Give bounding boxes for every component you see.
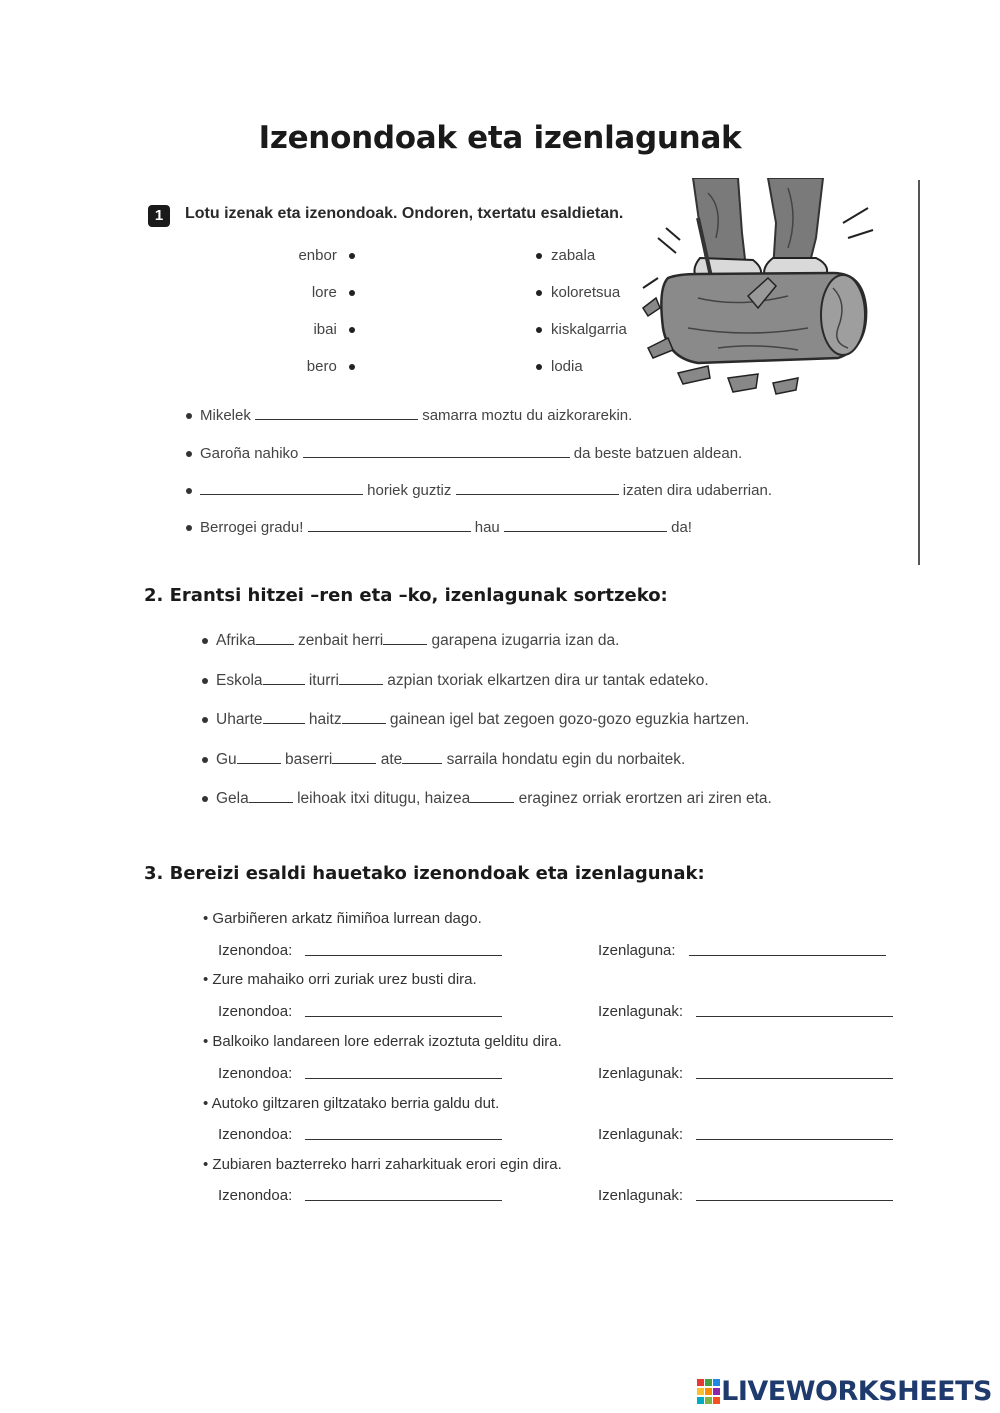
noun-complement-label: Izenlagunak:: [598, 1187, 684, 1204]
adjective-answer-line[interactable]: [305, 1077, 502, 1079]
answer-blank[interactable]: [200, 493, 363, 495]
exercise-2-sentence: [202, 672, 709, 690]
exercise-3-sentence: • Zure mahaiko orri zuriak urez busti dira.: [203, 971, 477, 988]
sentence-text: samarra moztu du aizkorarekin.: [422, 407, 633, 424]
match-word: lodia: [551, 358, 583, 375]
adjective-label: Izenondoa:: [218, 1003, 293, 1020]
match-left-item: [235, 321, 355, 338]
log-chopping-illustration: [638, 178, 878, 408]
match-word: bero: [306, 358, 337, 375]
exercise-3-title: 3. Bereizi esaldi hauetako izenondoak eta izenlagunak:: [144, 863, 705, 884]
adjective-label: Izenondoa:: [218, 942, 293, 959]
exercise-2-sentence: [202, 711, 749, 729]
page-edge-line: [918, 180, 920, 565]
adjective-answer-line[interactable]: [305, 1138, 502, 1140]
suffix-blank[interactable]: [339, 683, 383, 685]
sentence-text: leihoak itxi ditugu, haizea: [297, 790, 471, 807]
answer-blank[interactable]: [456, 493, 619, 495]
noun-complement-answer-line[interactable]: [689, 954, 886, 956]
match-dot[interactable]: [349, 290, 355, 296]
suffix-blank[interactable]: [342, 722, 386, 724]
exercise-2-title: 2. Erantsi hitzei –ren eta –ko, izenlagunak sortzeko:: [144, 585, 668, 606]
exercise-2-sentence: [202, 632, 619, 650]
match-right-item: [536, 247, 595, 264]
adjective-label: Izenondoa:: [218, 1126, 293, 1143]
exercise-3-sentence: • Zubiaren bazterreko harri zaharkituak erori egin dira.: [203, 1156, 562, 1173]
suffix-blank[interactable]: [383, 643, 427, 645]
exercise-1-sentence: [186, 407, 632, 424]
sentence-text: hau: [474, 519, 500, 536]
sentence-text: haitz: [308, 711, 342, 728]
noun-complement-label: Izenlagunak:: [598, 1065, 684, 1082]
answer-blank[interactable]: [303, 456, 570, 458]
match-word: kiskalgarria: [551, 321, 627, 338]
match-dot[interactable]: [349, 253, 355, 259]
exercise-1-sentence: [186, 445, 742, 462]
sentence-text: Gela: [216, 790, 249, 807]
match-right-item: [536, 358, 583, 375]
page-title: Izenondoak eta izenlagunak: [258, 120, 742, 156]
answer-blank[interactable]: [308, 530, 471, 532]
adjective-answer-line[interactable]: [305, 1015, 502, 1017]
noun-complement-answer-line[interactable]: [696, 1077, 893, 1079]
sentence-text: gainean igel bat zegoen gozo-gozo eguzkia hartzen.: [389, 711, 750, 728]
match-left-item: [235, 247, 355, 264]
exercise-number-badge: 1: [148, 205, 170, 227]
suffix-blank[interactable]: [249, 801, 293, 803]
exercise-1-sentence: [186, 519, 692, 536]
noun-complement-answer-line[interactable]: [696, 1199, 893, 1201]
liveworksheets-logo-icon: [697, 1379, 721, 1405]
suffix-blank[interactable]: [263, 722, 305, 724]
noun-complement-answer-line[interactable]: [696, 1138, 893, 1140]
sentence-text: Uharte: [216, 711, 263, 728]
exercise-2-sentence: [202, 751, 685, 769]
exercise-3-sentence: • Autoko giltzaren giltzatako berria galdu dut.: [203, 1095, 500, 1112]
suffix-blank[interactable]: [470, 801, 514, 803]
exercise-1-instruction: Lotu izenak eta izenondoak. Ondoren, txertatu esaldietan.: [185, 205, 624, 222]
suffix-blank[interactable]: [256, 643, 294, 645]
bullet-icon: [186, 413, 192, 419]
bullet-icon: [202, 678, 208, 684]
sentence-text: da!: [671, 519, 692, 536]
adjective-label: Izenondoa:: [218, 1065, 293, 1082]
exercise-3-sentence: • Balkoiko landareen lore ederrak izoztuta gelditu dira.: [203, 1033, 562, 1050]
adjective-answer-line[interactable]: [305, 954, 502, 956]
sentence-text: Mikelek: [200, 407, 251, 424]
match-word: ibai: [313, 321, 337, 338]
match-word: zabala: [551, 247, 596, 264]
sentence-text: iturri: [308, 672, 339, 689]
match-right-item: [536, 284, 620, 301]
adjective-label: Izenondoa:: [218, 1187, 293, 1204]
sentence-text: baserri: [285, 751, 333, 768]
sentence-text: eraginez orriak erortzen ari ziren eta.: [518, 790, 772, 807]
match-dot[interactable]: [349, 364, 355, 370]
suffix-blank[interactable]: [237, 762, 281, 764]
match-word: lore: [311, 284, 337, 301]
sentence-text: azpian txoriak elkartzen dira ur tantak edateko.: [387, 672, 709, 689]
bullet-icon: [186, 451, 192, 457]
sentence-text: Garoña nahiko: [200, 445, 299, 462]
bullet-icon: [202, 796, 208, 802]
match-dot[interactable]: [536, 253, 542, 259]
sentence-text: zenbait herri: [297, 632, 384, 649]
noun-complement-answer-line[interactable]: [696, 1015, 893, 1017]
suffix-blank[interactable]: [402, 762, 442, 764]
match-dot[interactable]: [536, 364, 542, 370]
sentence-text: ate: [380, 751, 403, 768]
match-dot[interactable]: [349, 327, 355, 333]
bullet-icon: [202, 638, 208, 644]
noun-complement-label: Izenlaguna:: [598, 942, 676, 959]
sentence-text: Gu: [216, 751, 237, 768]
adjective-answer-line[interactable]: [305, 1199, 502, 1201]
sentence-text: da beste batzuen aldean.: [573, 445, 743, 462]
liveworksheets-logo[interactable]: [697, 1376, 992, 1407]
noun-complement-label: Izenlagunak:: [598, 1126, 684, 1143]
bullet-icon: [202, 757, 208, 763]
exercise-3-sentence: • Garbiñeren arkatz ñimiñoa lurrean dago.: [203, 910, 482, 927]
noun-complement-label: Izenlagunak:: [598, 1003, 684, 1020]
match-right-item: [536, 321, 627, 338]
answer-blank[interactable]: [504, 530, 667, 532]
sentence-text: sarraila hondatu egin du norbaitek.: [446, 751, 686, 768]
match-left-item: [235, 358, 355, 375]
sentence-text: Afrika: [216, 632, 256, 649]
bullet-icon: [186, 525, 192, 531]
exercise-2-sentence: [202, 790, 772, 808]
suffix-blank[interactable]: [332, 762, 376, 764]
match-left-item: [235, 284, 355, 301]
sentence-text: horiek guztiz: [367, 482, 452, 499]
suffix-blank[interactable]: [263, 683, 305, 685]
exercise-1-sentence: [186, 482, 772, 499]
sentence-text: garapena izugarria izan da.: [431, 632, 620, 649]
sentence-text: Berrogei gradu!: [200, 519, 304, 536]
match-dot[interactable]: [536, 327, 542, 333]
bullet-icon: [202, 717, 208, 723]
match-word: koloretsua: [551, 284, 621, 301]
sentence-text: izaten dira udaberrian.: [622, 482, 772, 499]
sentence-text: Eskola: [216, 672, 263, 689]
answer-blank[interactable]: [255, 418, 418, 420]
bullet-icon: [186, 488, 192, 494]
match-word: enbor: [298, 247, 337, 264]
match-dot[interactable]: [536, 290, 542, 296]
liveworksheets-logo-text: LIVEWORKSHEETS: [721, 1376, 992, 1407]
